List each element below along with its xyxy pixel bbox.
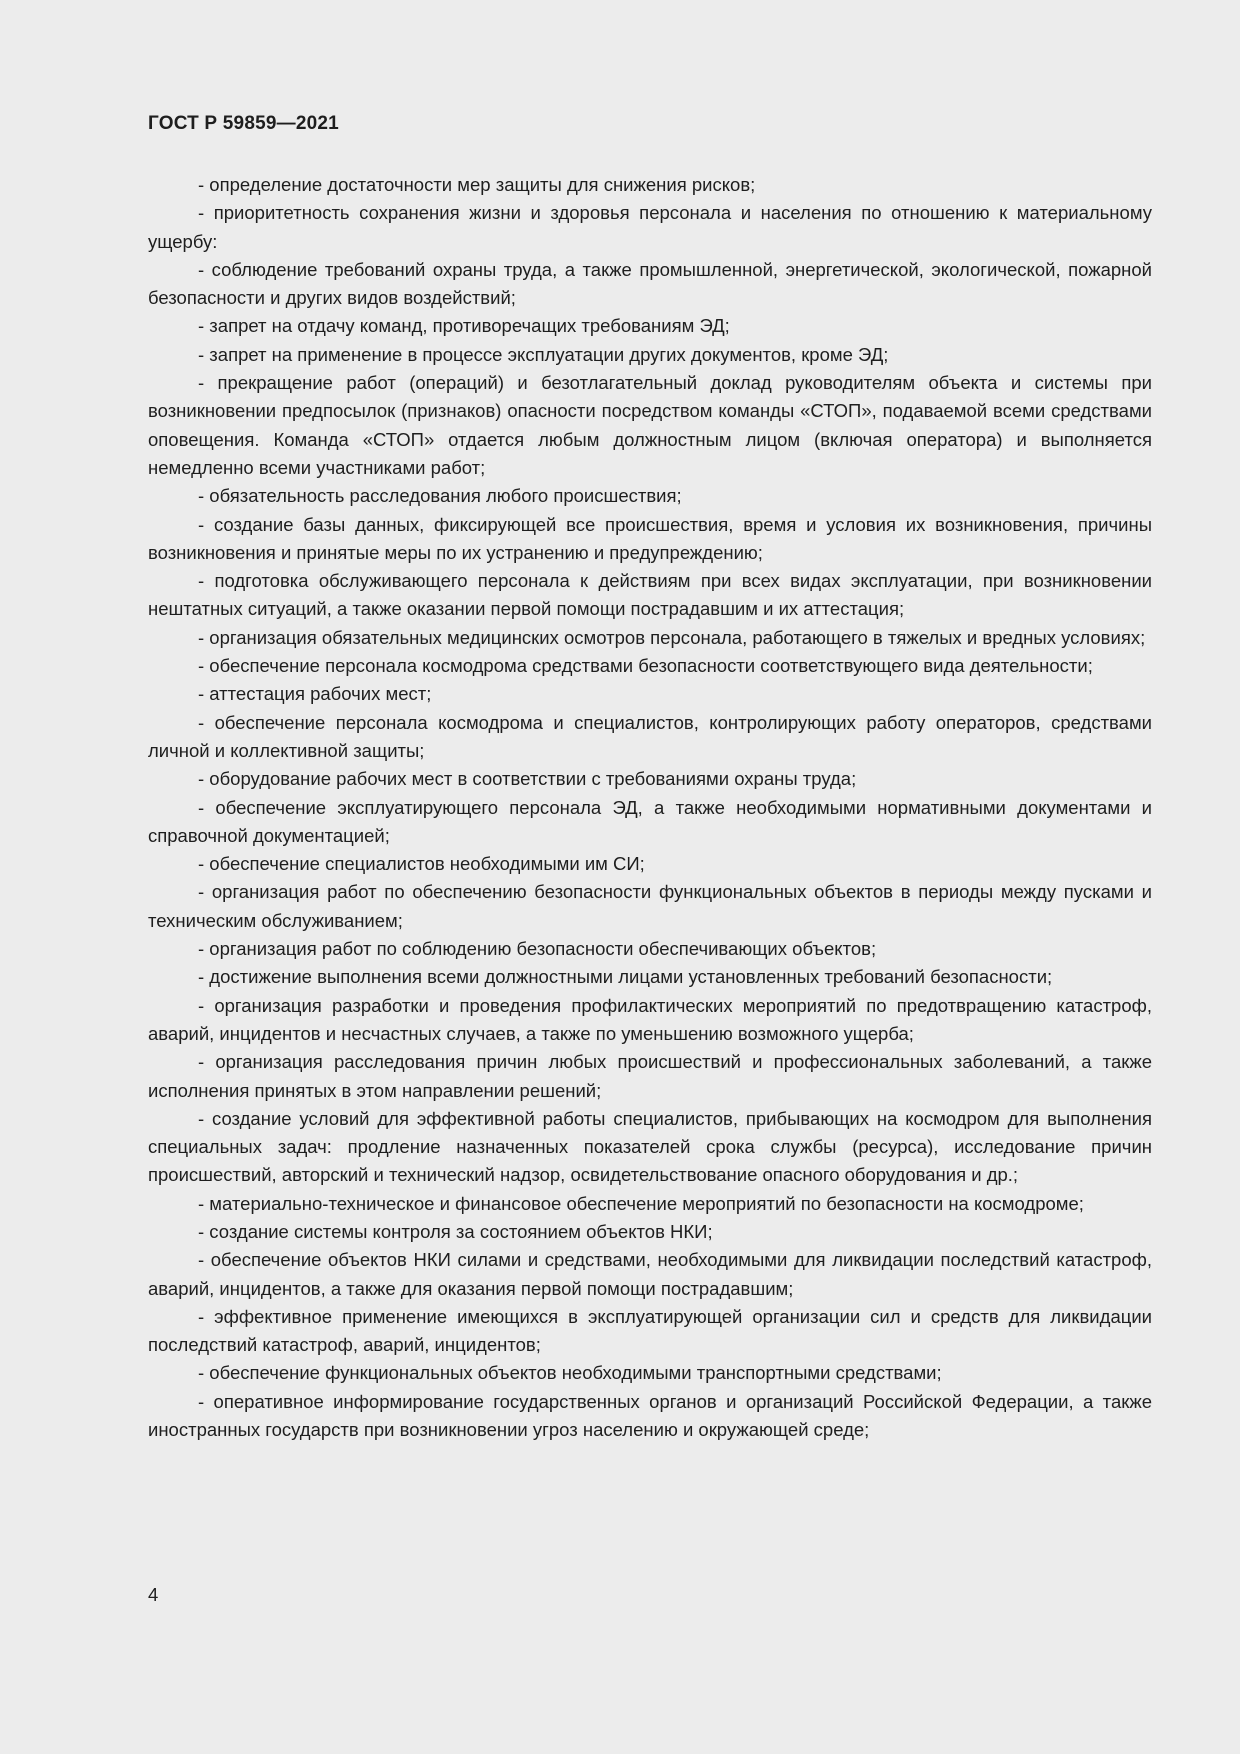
list-item: - обеспечение эксплуатирующего персонала ЭД, а также необходимыми нормативными документами и справочной документацией;: [148, 796, 1152, 846]
document-id: ГОСТ Р 59859—2021: [148, 113, 339, 134]
list-item: - организация работ по обеспечению безопасности функциональных объектов в периоды между пусками и техническим обслуживанием;: [148, 881, 1152, 931]
list-item: - достижение выполнения всеми должностными лицами установленных требований безопасности;: [198, 966, 1053, 988]
list-item: - соблюдение требований охраны труда, а также промышленной, энергетической, экологической, пожарной безопасности и других видов воздействий;: [148, 258, 1152, 309]
page-number: 4: [148, 1584, 159, 1605]
list-item: - обеспечение персонала космодрома средствами безопасности соответствующего вида деятельности;: [198, 655, 1093, 677]
list-item: - организация расследования причин любых происшествий и профессиональных заболеваний, а также исполнения принятых в этом направлении решений;: [148, 1051, 1152, 1101]
list-item: - создание базы данных, фиксирующей все происшествия, время и условия их возникновения, причины возникновения и принятые меры по их устранению и предупреждению;: [148, 513, 1152, 563]
list-item: - создание системы контроля за состоянием объектов НКИ;: [198, 1220, 713, 1242]
list-item: - запрет на применение в процессе эксплуатации других документов, кроме ЭД;: [198, 343, 889, 365]
list-item: - оперативное информирование государственных органов и организаций Российской Федерации, а также иностранных государств при возникновении угроз населению и окружающей среде;: [148, 1390, 1152, 1441]
list-item: - определение достаточности мер защиты для снижения рисков;: [198, 174, 756, 195]
list-item: - запрет на отдачу команд, противоречащих требованиям ЭД;: [198, 315, 730, 337]
list-item: - организация разработки и проведения профилактических мероприятий по предотвращению катастроф, аварий, инцидентов и несчастных случаев, а также по уменьшению возможного ущерба;: [148, 994, 1152, 1044]
list-item: - создание условий для эффективной работы специалистов, прибывающих на космодром для выполнения специальных задач: продление назначенных показателей срока службы (ресурса), исследование причин происшествий, авторский и технический надзор, освидетельствование опасного оборудования и др.;: [148, 1107, 1152, 1186]
list-item: - аттестация рабочих мест;: [198, 683, 432, 705]
list-item: - приоритетность сохранения жизни и здоровья персонала и населения по отношению к материальному ущербу:: [148, 202, 1152, 252]
list-item: - организация работ по соблюдению безопасности обеспечивающих объектов;: [198, 938, 877, 960]
list-item: - обеспечение специалистов необходимыми им СИ;: [198, 853, 645, 875]
list-item: - подготовка обслуживающего персонала к действиям при всех видах эксплуатации, при возникновении нештатных ситуаций, а также оказании первой помощи пострадавшим и их аттестация;: [148, 570, 1152, 620]
list-item: - эффективное применение имеющихся в эксплуатирующей организации сил и средств для ликвидации последствий катастроф, аварий, инцидентов;: [148, 1305, 1152, 1356]
list-item: - организация обязательных медицинских осмотров персонала, работающего в тяжелых и вредных условиях;: [198, 626, 1146, 648]
list-item: - обязательность расследования любого происшествия;: [198, 485, 682, 507]
list-item: - обеспечение функциональных объектов необходимыми транспортными средствами;: [198, 1362, 942, 1384]
list-item: - прекращение работ (операций) и безотлагательный доклад руководителям объекта и системы при возникновении предпосылок (признаков) опасности посредством команды «СТОП», подаваемой всеми средствами оповещения. Команда «СТОП» отдается любым должностным лицом (включая оператора) и выполняется немедленно всеми участниками работ;: [148, 372, 1152, 478]
list-item: - обеспечение объектов НКИ силами и средствами, необходимыми для ликвидации последствий катастроф, аварий, инцидентов, а также для оказания первой помощи пострадавшим;: [148, 1249, 1152, 1299]
list-item: - оборудование рабочих мест в соответствии с требованиями охраны труда;: [198, 768, 857, 790]
requirements-list: [148, 171, 1152, 1444]
list-item: - обеспечение персонала космодрома и специалистов, контролирующих работу операторов, средствами личной и коллективной защиты;: [148, 711, 1152, 761]
list-item: - материально-техническое и финансовое обеспечение мероприятий по безопасности на космодроме;: [198, 1192, 1084, 1214]
